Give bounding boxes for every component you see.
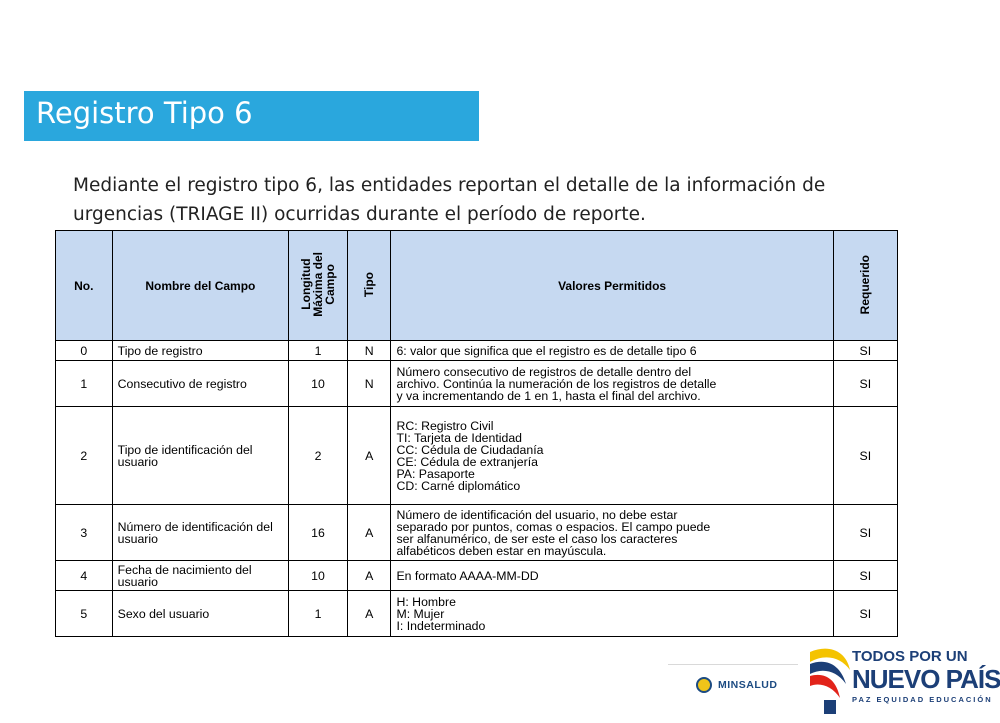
cell-no: 0: [56, 341, 113, 361]
table-row: [56, 361, 898, 407]
cell-required: SI: [833, 341, 897, 361]
cell-no: 2: [56, 407, 113, 505]
nuevo-pais-logo: [806, 640, 1000, 718]
cell-length: 10: [289, 361, 348, 407]
value-line: Número consecutivo de registros de detalle dentro del: [396, 364, 692, 379]
cell-values: [391, 407, 833, 505]
cell-values: [391, 361, 833, 407]
value-line: 6: valor que significa que el registro es de detalle tipo 6: [396, 343, 697, 358]
cell-name: Fecha de nacimiento del usuario: [112, 561, 288, 591]
intro-paragraph: Mediante el registro tipo 6, las entidades reportan el detalle de la información de urgencias (TRIAGE II) ocurridas durante el período de reporte.: [73, 175, 826, 225]
header-values: Valores Permitidos: [391, 231, 833, 341]
cell-name: Tipo de registro: [112, 341, 288, 361]
coat-of-arms-icon: [696, 677, 712, 693]
nuevo-pais-line2: NUEVO PAÍS: [852, 664, 1000, 694]
cell-name: Consecutivo de registro: [112, 361, 288, 407]
flag-swoosh-icon: [806, 640, 852, 718]
table-row: [56, 561, 898, 591]
value-line: H: Hombre: [396, 594, 456, 609]
cell-type: A: [347, 407, 391, 505]
cell-required: SI: [833, 361, 897, 407]
value-line: CC: Cédula de Ciudadanía: [396, 442, 544, 457]
cell-type: A: [347, 591, 391, 637]
value-line: I: Indeterminado: [396, 618, 486, 633]
value-line: TI: Tarjeta de Identidad: [396, 430, 523, 445]
header-length-text: Longitud Máxima del Campo: [299, 252, 337, 317]
header-required: Requerido: [833, 231, 897, 341]
cell-no: 5: [56, 591, 113, 637]
value-line: ser alfanumérico, de ser este el caso los caracteres: [396, 531, 678, 546]
value-line: CE: Cédula de extranjería: [396, 454, 538, 469]
cell-type: A: [347, 561, 391, 591]
cell-length: 16: [289, 505, 348, 561]
header-type: Tipo: [347, 231, 391, 341]
cell-length: 1: [289, 341, 348, 361]
cell-no: 4: [56, 561, 113, 591]
cell-type: N: [347, 341, 391, 361]
page-title: Registro Tipo 6: [36, 96, 253, 130]
table-row: [56, 505, 898, 561]
value-line: En formato AAAA-MM-DD: [396, 568, 539, 583]
cell-name: Tipo de identificación del usuario: [112, 407, 288, 505]
cell-values: [391, 561, 833, 591]
header-name: Nombre del Campo: [112, 231, 288, 341]
cell-values: [391, 505, 833, 561]
header-no: No.: [56, 231, 113, 341]
value-line: Número de identificación del usuario, no debe estar: [396, 507, 678, 522]
value-line: PA: Pasaporte: [396, 466, 475, 481]
cell-required: SI: [833, 591, 897, 637]
cell-no: 3: [56, 505, 113, 561]
cell-name: Sexo del usuario: [112, 591, 288, 637]
cell-required: SI: [833, 505, 897, 561]
cell-type: N: [347, 361, 391, 407]
minsalud-logo: [668, 664, 798, 708]
cell-required: SI: [833, 561, 897, 591]
cell-values: [391, 341, 833, 361]
header-length: [289, 231, 348, 341]
value-line: CD: Carné diplomático: [396, 478, 521, 493]
nuevo-pais-line1: TODOS POR UN: [852, 648, 968, 665]
value-line: y va incrementando de 1 en 1, hasta el final del archivo.: [396, 388, 701, 403]
table-header-row: [56, 231, 898, 341]
table-row: [56, 591, 898, 637]
table-row: [56, 341, 898, 361]
minsalud-wordmark: MINSALUD: [718, 679, 778, 691]
value-line: archivo. Continúa la numeración de los registros de detalle: [396, 376, 717, 391]
cell-name: Número de identificación del usuario: [112, 505, 288, 561]
table-body: [56, 341, 898, 637]
title-bar: [24, 91, 479, 141]
value-line: RC: Registro Civil: [396, 418, 494, 433]
field-table: [55, 230, 898, 637]
cell-type: A: [347, 505, 391, 561]
value-line: M: Mujer: [396, 606, 445, 621]
cell-required: SI: [833, 407, 897, 505]
table-row: [56, 407, 898, 505]
value-line: separado por puntos, comas o espacios. El campo puede: [396, 519, 711, 534]
value-line: alfabéticos deben estar en mayúscula.: [396, 543, 607, 558]
cell-length: 2: [289, 407, 348, 505]
cell-length: 10: [289, 561, 348, 591]
cell-values: [391, 591, 833, 637]
cell-no: 1: [56, 361, 113, 407]
nuevo-pais-tagline: PAZ EQUIDAD EDUCACIÓN: [852, 695, 993, 704]
cell-length: 1: [289, 591, 348, 637]
